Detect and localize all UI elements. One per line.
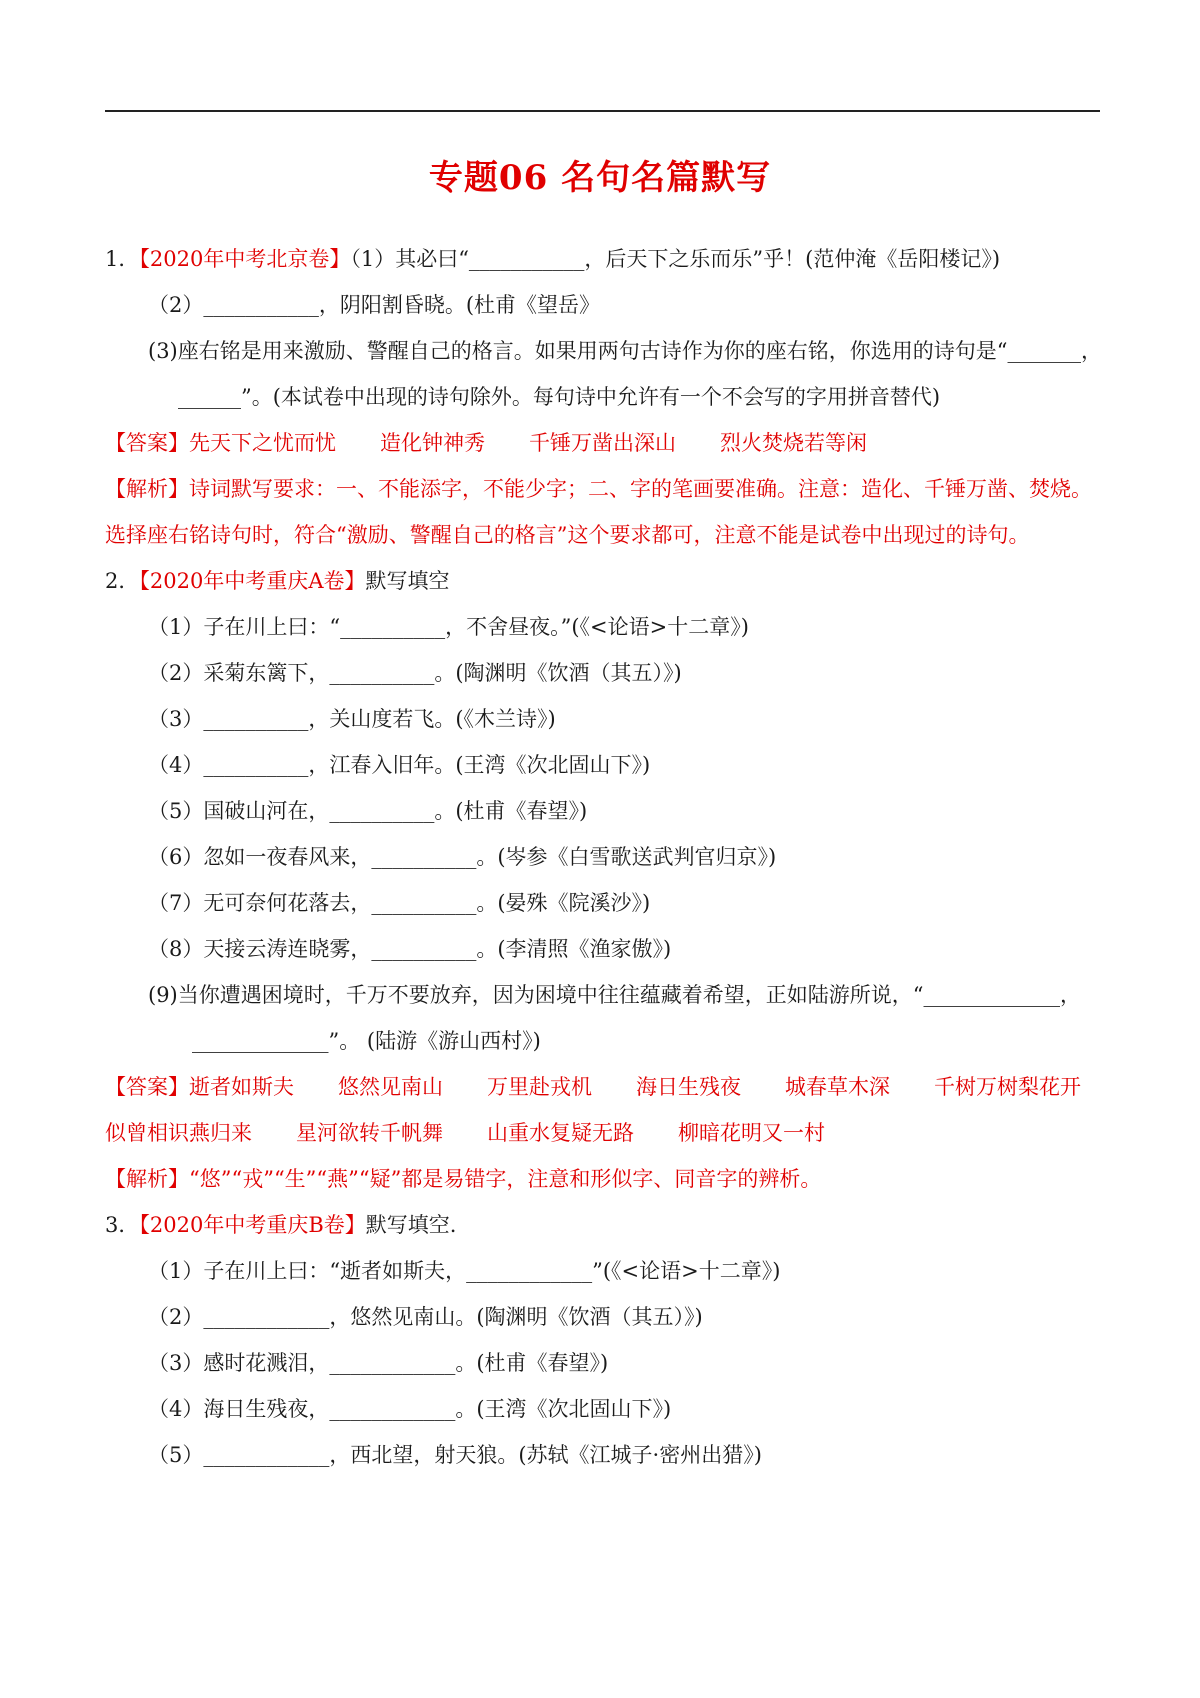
q3-item-5: （5）____________，西北望，射天狼。(苏轼《江城子·密州出猎》) [148,1443,762,1467]
q2-answer-5: 城春草木深 [785,1075,890,1099]
q3-source: 【2020年中考重庆B卷】 [139,1213,366,1237]
q1-analysis [105,474,1092,504]
q1-answer-1: 先天下之忧而忧 [189,431,336,455]
q3-item-2: （2）____________，悠然见南山。(陶渊明《饮酒（其五）》) [148,1305,703,1329]
q3-number: 3． [105,1213,140,1237]
q2-analysis [105,1164,821,1194]
q1-line1 [105,244,1000,274]
q2-item-8: （8）天接云涛连晓雾，__________。(李清照《渔家傲》) [148,937,672,961]
q1-answer-label: 【答案】 [105,431,189,455]
q2-answer-3: 万里赴戎机 [487,1075,592,1099]
q2-item-1: （1）子在川上曰：“__________，不舍昼夜。”(《<论语>十二章》) [148,615,749,639]
q3-item-4: （4）海日生残夜，____________。(王湾《次北固山下》) [148,1397,672,1421]
q2-answer-8: 星河欲转千帆舞 [296,1121,443,1145]
q1-line3: (3)座右铭是用来激励、警醒自己的格言。如果用两句古诗作为你的座右铭，你选用的诗句是“_______， [148,339,1102,363]
q1-analysis-text1: 诗词默写要求：一、不能添字，不能少字；二、字的笔画要准确。注意：造化、千锤万凿、焚烧。 [189,477,1092,501]
q2-answer-6: 千树万树梨花开 [934,1075,1081,1099]
q1-line4: ______”。(本试卷中出现的诗句除外。每句诗中允许有一个不会写的字用拼音替代) [178,385,941,409]
q2-item-2: （2）采菊东篱下，__________。(陶渊明《饮酒（其五）》) [148,661,682,685]
q1-answer-4: 烈火焚烧若等闲 [720,431,867,455]
q2-item-6: （6）忽如一夜春风来，__________。(岑参《白雪歌送武判官归京》) [148,845,777,869]
q2-item-3: （3）__________，关山度若飞。(《木兰诗》) [148,707,556,731]
q2-answer [105,1072,1081,1102]
q2-header [105,566,449,596]
q2-item-9: (9)当你遭遇困境时，千万不要放弃，因为困境中往往蕴藏着希望，正如陆游所说，“_____________， [148,983,1081,1007]
q2-instruction: 默写填空 [365,569,450,593]
page-title: 专题06 名句名篇默写 [428,158,772,198]
q2-number: 2． [105,569,140,593]
q2-answer-9: 山重水复疑无路 [487,1121,634,1145]
q2-answer-1: 逝者如斯夫 [189,1075,294,1099]
q1-analysis-label: 【解析】 [105,477,189,501]
q1-text1: （1）其必曰“___________，后天下之乐而乐”乎！(范仲淹《岳阳楼记》) [350,247,1001,271]
q2-answer-row2 [105,1118,825,1148]
q2-analysis-text: “悠”“戎”“生”“燕”“疑”都是易错字，注意和形似字、同音字的辨析。 [189,1167,822,1191]
header-rule [105,110,1100,112]
q2-analysis-label: 【解析】 [105,1167,189,1191]
q1-number: 1． [105,247,140,271]
q2-item-9-cont: _____________”。 (陆游《游山西村》) [192,1029,541,1053]
q3-header [105,1210,456,1240]
q1-source: 【2020年中考北京卷】 [139,247,351,271]
q1-answer-3: 千锤万凿出深山 [529,431,676,455]
q1-line2: （2）___________，阴阳割昏晓。(杜甫《望岳》 [148,293,601,317]
q3-item-3: （3）感时花溅泪，____________。(杜甫《春望》) [148,1351,609,1375]
q2-answer-10: 柳暗花明又一村 [678,1121,825,1145]
q2-answer-7: 似曾相识燕归来 [105,1121,252,1145]
q2-source: 【2020年中考重庆A卷】 [139,569,366,593]
q2-answer-2: 悠然见南山 [338,1075,443,1099]
q2-item-5: （5）国破山河在，__________。(杜甫《春望》) [148,799,588,823]
q3-item-1: （1）子在川上曰：“逝者如斯夫，____________”(《<论语>十二章》) [148,1259,781,1283]
q2-answer-4: 海日生残夜 [636,1075,741,1099]
q2-item-4: （4）__________，江春入旧年。(王湾《次北固山下》) [148,753,651,777]
q1-answer-2: 造化钟神秀 [380,431,485,455]
q2-answer-label: 【答案】 [105,1075,189,1099]
q3-instruction: 默写填空. [365,1213,457,1237]
q1-answer [105,428,911,458]
q2-item-7: （7）无可奈何花落去，__________。(晏殊《院溪沙》) [148,891,651,915]
q1-analysis-text2: 选择座右铭诗句时，符合“激励、警醒自己的格言”这个要求都可，注意不能是试卷中出现过的诗句。 [105,523,1030,547]
